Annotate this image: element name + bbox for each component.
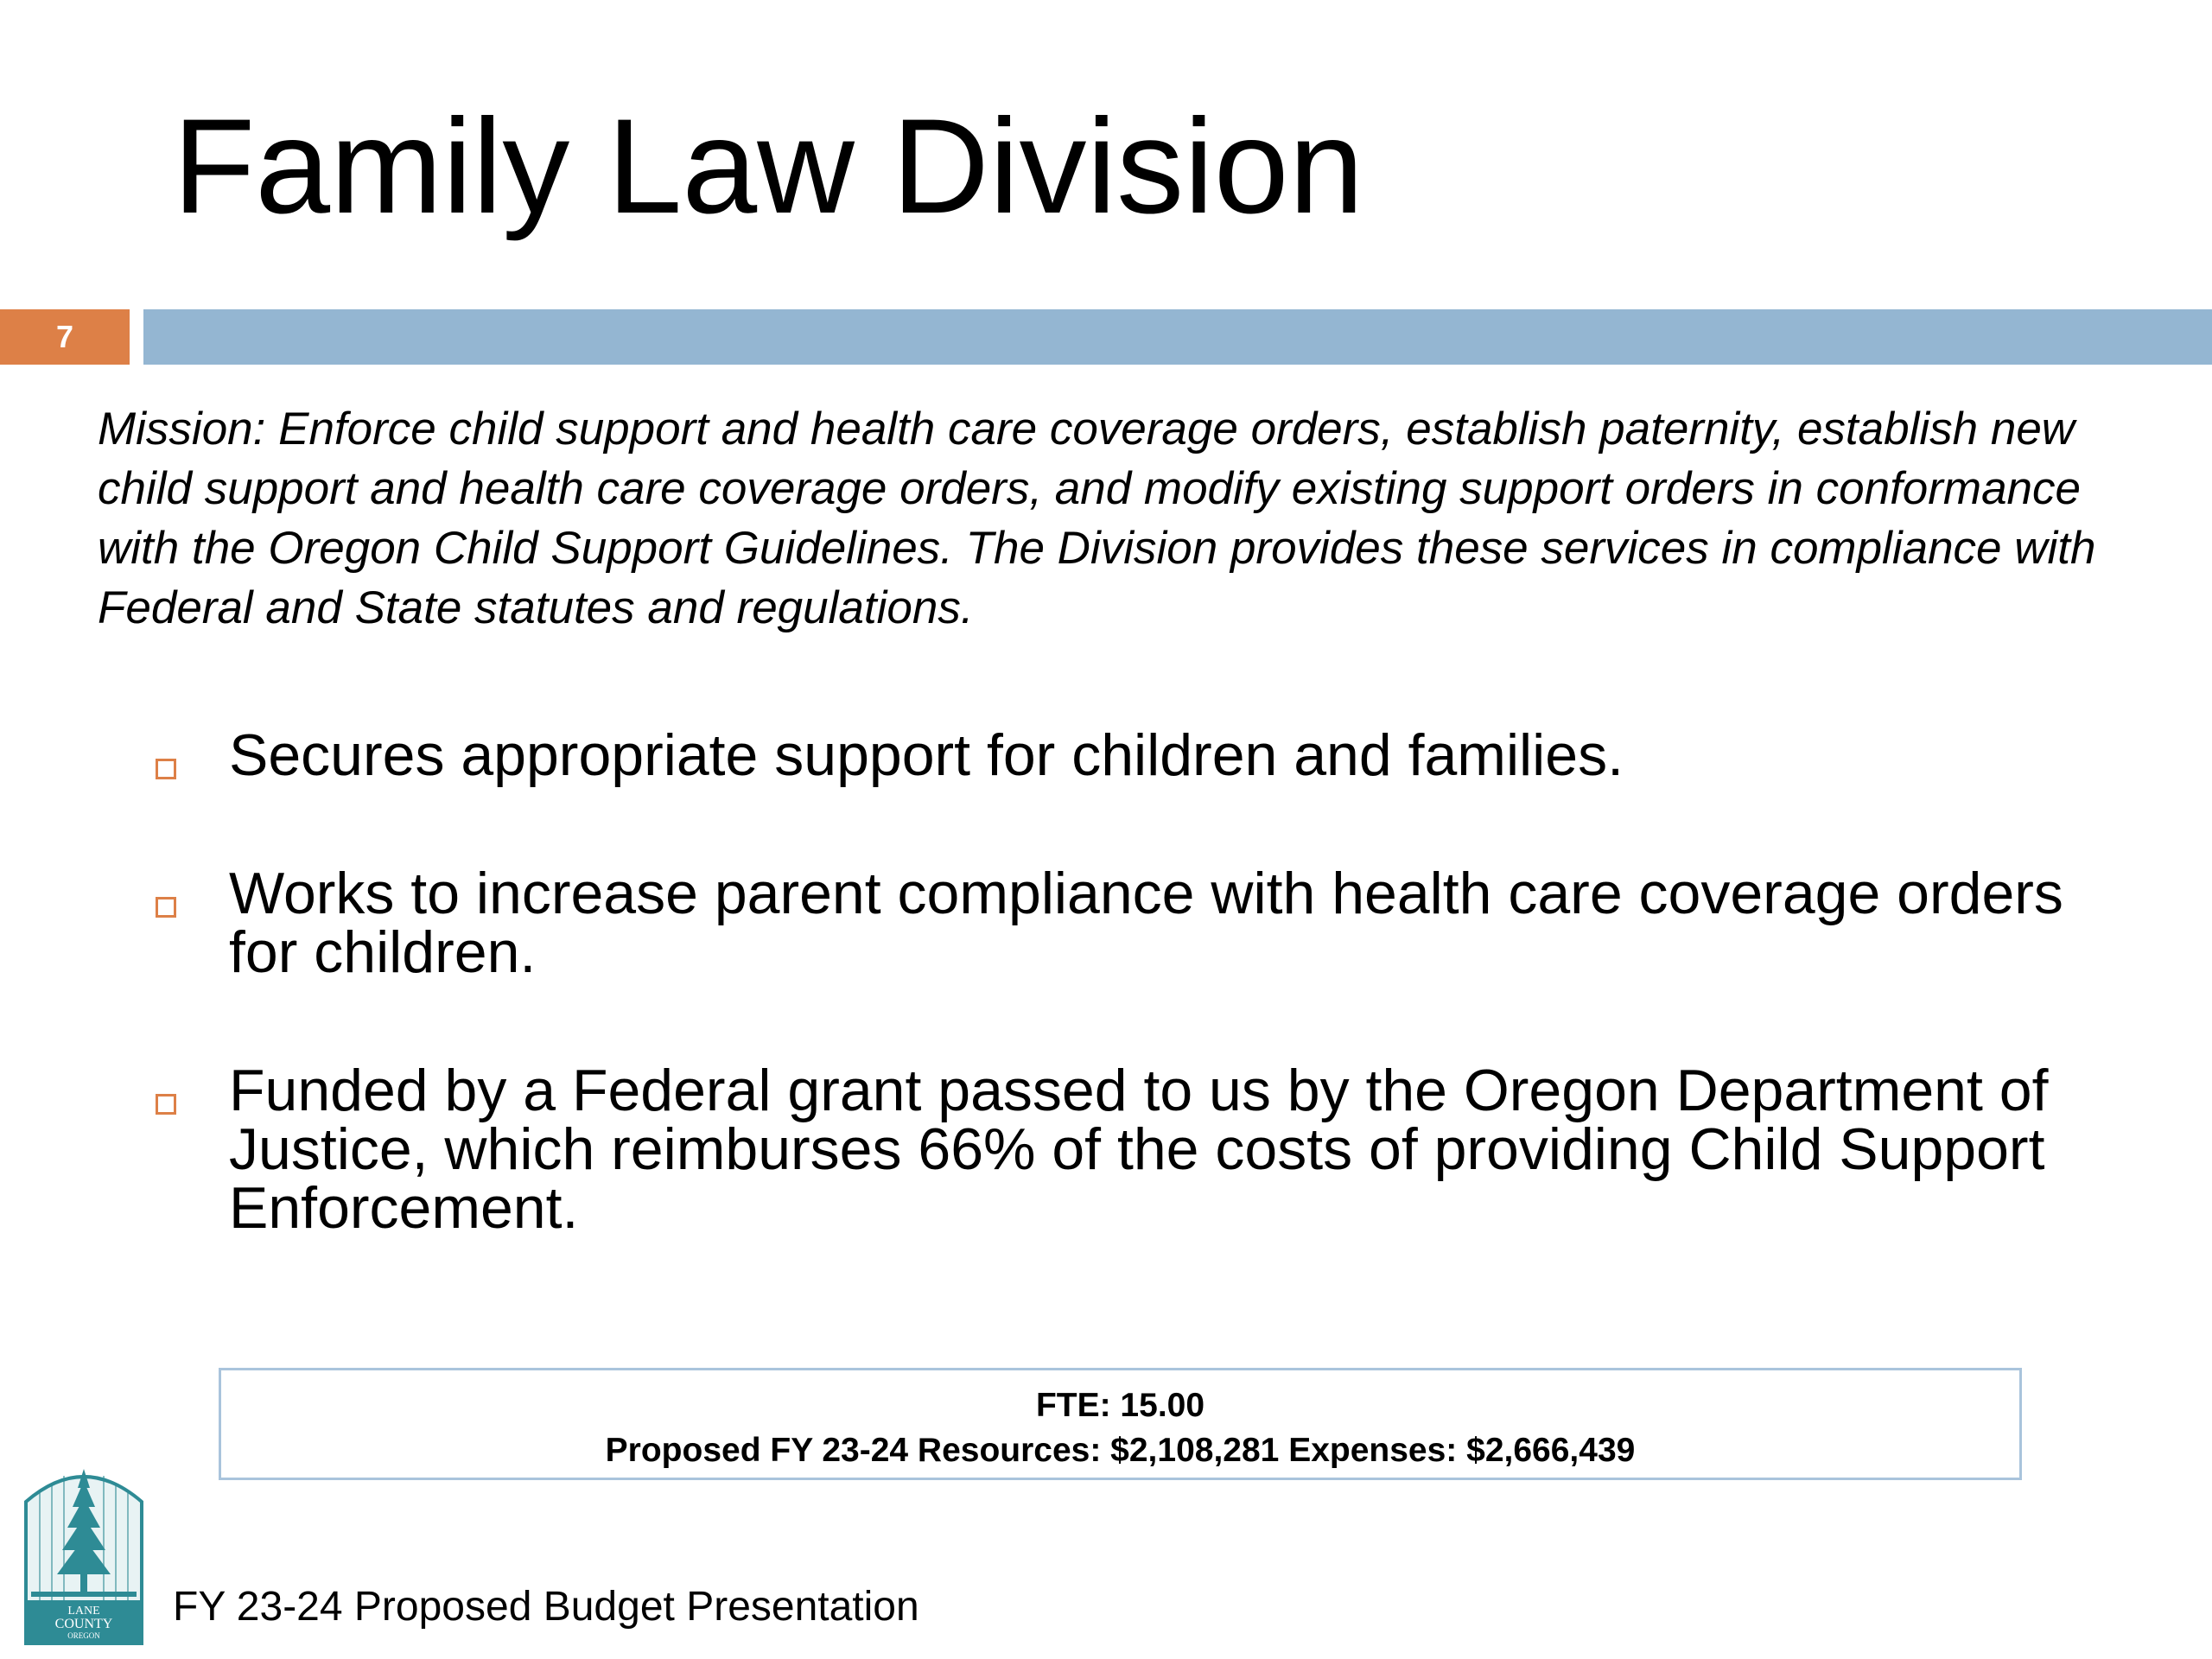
bullet-text: Secures appropriate support for children and families. <box>229 722 1624 788</box>
lane-county-tree-logo-icon <box>22 1459 145 1647</box>
bullet-text: Works to increase parent compliance with health care coverage orders for children. <box>229 861 2063 985</box>
logo-text-line2: COUNTY <box>54 1617 113 1631</box>
square-bullet-icon <box>156 897 176 918</box>
square-bullet-icon <box>156 759 176 779</box>
mission-statement: Mission: Enforce child support and health care coverage orders, establish paternity, establish new child support and health care coverage orders, and modify existing support orders in conformance with the Oregon Child Support Guidelines. The Division provides these services in compliance with Federal and State statutes and regulations. <box>98 404 2096 633</box>
square-bullet-icon <box>156 1094 176 1115</box>
logo-text-line1: LANE <box>67 1605 100 1618</box>
logo-text-line3: OREGON <box>67 1631 100 1640</box>
bullet-list <box>147 722 2134 1241</box>
footer-text: FY 23-24 Proposed Budget Presentation <box>173 1584 919 1630</box>
bullet-item <box>147 722 2134 788</box>
slide-number: 7 <box>0 309 130 365</box>
bullet-item <box>147 861 2134 985</box>
bullet-text: Funded by a Federal grant passed to us by the Oregon Department of Justice, which reimburses 66% of the costs of providing Child Support Enforcement. <box>229 1058 2049 1241</box>
header-bar <box>143 309 2212 365</box>
budget-summary-box <box>219 1368 2022 1480</box>
fte-text: FTE: 15.00 <box>1035 1387 1205 1424</box>
slide-title: Family Law Division <box>173 92 1364 242</box>
bullet-item <box>147 1058 2134 1241</box>
budget-text: Proposed FY 23-24 Resources: $2,108,281 Expenses: $2,666,439 <box>605 1432 1636 1469</box>
